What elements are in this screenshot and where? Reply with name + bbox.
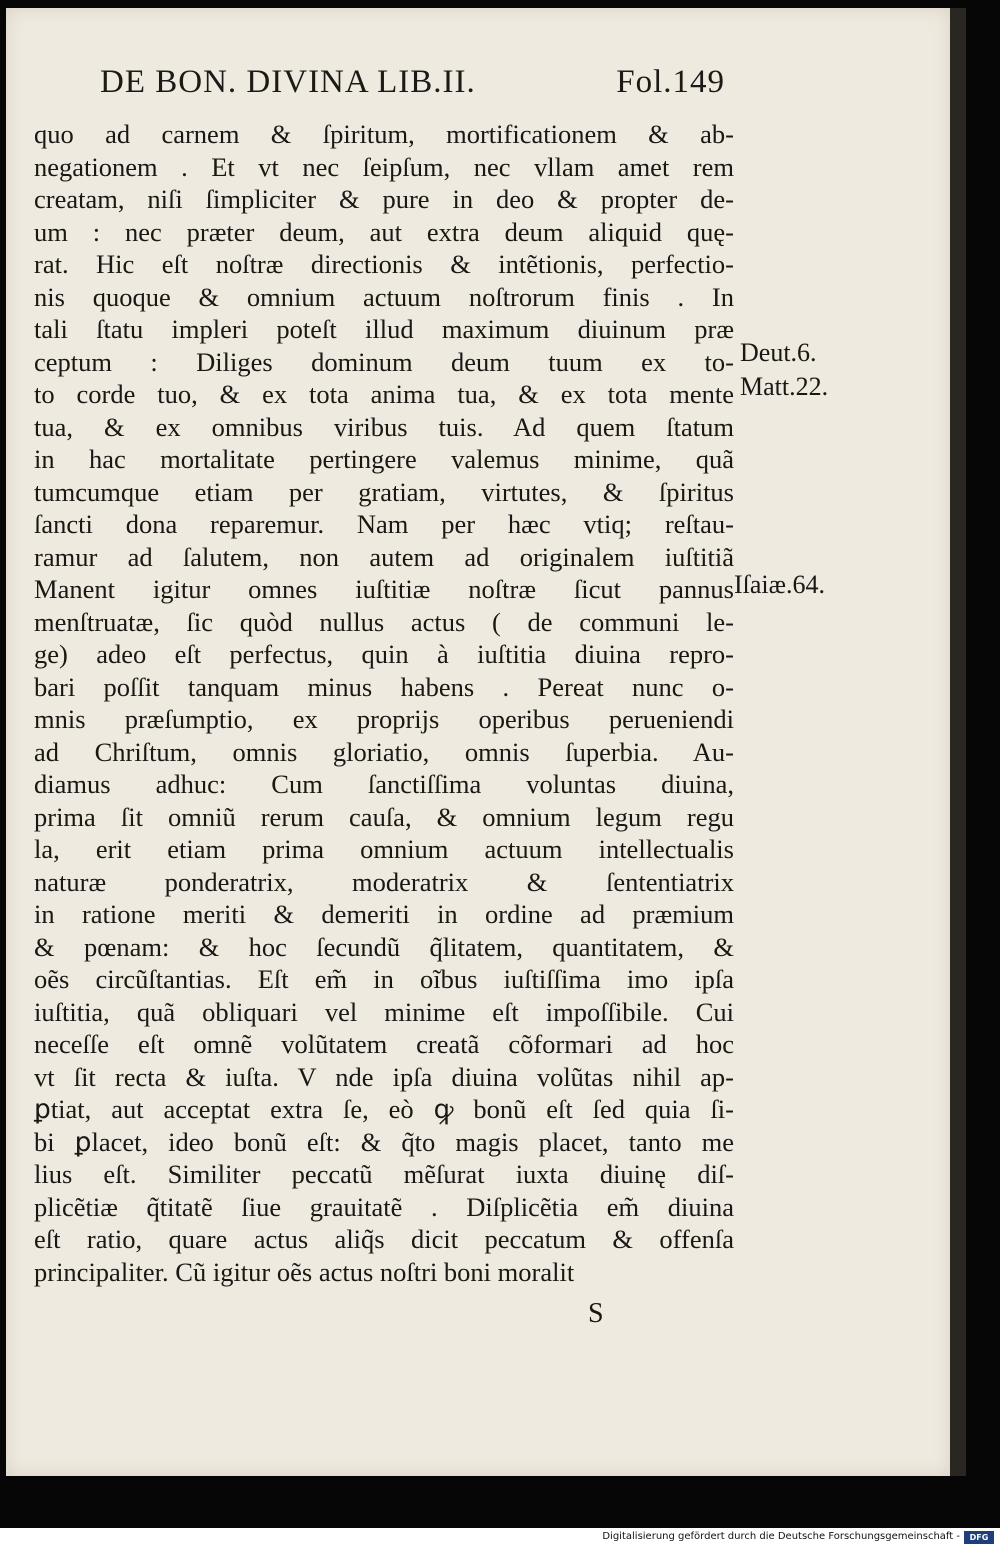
text-line: vt ſit recta & iuſta. V nde ipſa diuina volũtas nihil ap- <box>34 1061 734 1092</box>
text-line: tumcumque etiam per gratiam, virtutes, & ſpiritus <box>34 476 734 507</box>
page-header <box>100 64 725 116</box>
text-line: lius eſt. Similiter peccatũ mẽſurat iuxta diuinę diſ- <box>34 1159 734 1189</box>
text-line: & pœnam: & hoc ſecundũ q̃litatem, quantitatem, & <box>34 931 734 962</box>
text-line: in ratione meriti & demeriti in ordine ad præmium <box>34 899 734 929</box>
catchword: S <box>588 1298 604 1329</box>
text-line: neceſſe eſt omnẽ volũtatem creatã cõformari ad hoc <box>34 1029 734 1059</box>
text-line: bari poſſit tanquam minus habens . Pereat nunc o- <box>34 671 734 702</box>
margin-note-deut: Deut.6. <box>740 338 817 367</box>
text-line: um : nec præter deum, aut extra deum aliquid quę- <box>34 216 734 247</box>
margin-note-matt: Matt.22. <box>740 372 829 401</box>
main-text-block <box>34 118 734 1288</box>
text-line: naturæ ponderatrix, moderatrix & ſententiatrix <box>34 866 734 897</box>
text-line: menſtruatæ, ſic quòd nullus actus ( de communi le- <box>34 606 734 637</box>
text-line: ꝑtiat, aut acceptat extra ſe, eò ꝙ bonũ eſt ſed quia ſi- <box>34 1094 734 1124</box>
funding-credit: Digitalisierung gefördert durch die Deutsche Forschungsgemeinschaft - <box>602 1531 960 1542</box>
text-line: in hac mortalitate pertingere valemus minime, quã <box>34 444 734 474</box>
text-line: tua, & ex omnibus viribus tuis. Ad quem ſtatum <box>34 411 734 442</box>
text-line: bi ꝑlacet, ideo bonũ eſt: & q̃to magis placet, tanto me <box>34 1126 734 1157</box>
running-title: DE BON. DIVINA LIB.II. <box>100 64 476 100</box>
text-line: rat. Hic eſt noſtræ directionis & intẽtionis, perfectio- <box>34 249 734 279</box>
text-line: plicẽtiæ q̃titatẽ ſiue grauitatẽ . Diſplicẽtia em̃ diuina <box>34 1191 734 1222</box>
page-edge <box>950 8 966 1476</box>
text-line: to corde tuo, & ex tota anima tua, & ex tota mente <box>34 379 734 409</box>
footer-bar <box>0 1528 1000 1548</box>
folio-number: Fol.149 <box>616 64 725 100</box>
text-line: diamus adhuc: Cum ſanctiſſima voluntas diuina, <box>34 769 734 799</box>
text-line: iuſtitia, quã obliquari vel minime eſt impoſſibile. Cui <box>34 996 734 1027</box>
text-line: mnis præſumptio, ex proprijs operibus perueniendi <box>34 704 734 734</box>
text-line: Manent igitur omnes iuſtitiæ noſtræ ſicut pannus <box>34 574 734 604</box>
text-line: ge) adeo eſt perfectus, quin à iuſtitia diuina repro- <box>34 639 734 669</box>
text-line: nis quoque & omnium actuum noſtrorum finis . In <box>34 281 734 312</box>
text-line: ad Chriſtum, omnis gloriatio, omnis ſuperbia. Au- <box>34 736 734 767</box>
text-line: principaliter. Cũ igitur oẽs actus noſtri boni moralit <box>34 1256 575 1287</box>
text-line: ſancti dona reparemur. Nam per hæc vtiq; reſtau- <box>34 509 734 539</box>
text-line: ceptum : Diliges dominum deum tuum ex to- <box>34 346 734 377</box>
text-line: quo ad carnem & ſpiritum, mortificationem & ab- <box>34 119 734 149</box>
text-line: la, erit etiam prima omnium actuum intellectualis <box>34 834 734 864</box>
margin-note-isaiae: Iſaiæ.64. <box>734 570 825 599</box>
text-line: negationem . Et vt nec ſeipſum, nec vllam amet rem <box>34 151 734 182</box>
text-line: prima ſit omniũ rerum cauſa, & omnium legum regu <box>34 801 734 832</box>
text-line: tali ſtatu impleri poteſt illud maximum diuinum præ <box>34 314 734 344</box>
dfg-logo: DFG <box>964 1531 994 1544</box>
text-line: ramur ad ſalutem, non autem ad originalem iuſtitiã <box>34 541 734 572</box>
text-line: oẽs circũſtantias. Eſt em̃ in oĩbus iuſtiſſima imo ipſa <box>34 964 734 994</box>
text-line: creatam, niſi ſimpliciter & pure in deo & propter de- <box>34 184 734 214</box>
text-line: eſt ratio, quare actus aliq̃s dicit peccatum & offenſa <box>34 1224 734 1254</box>
